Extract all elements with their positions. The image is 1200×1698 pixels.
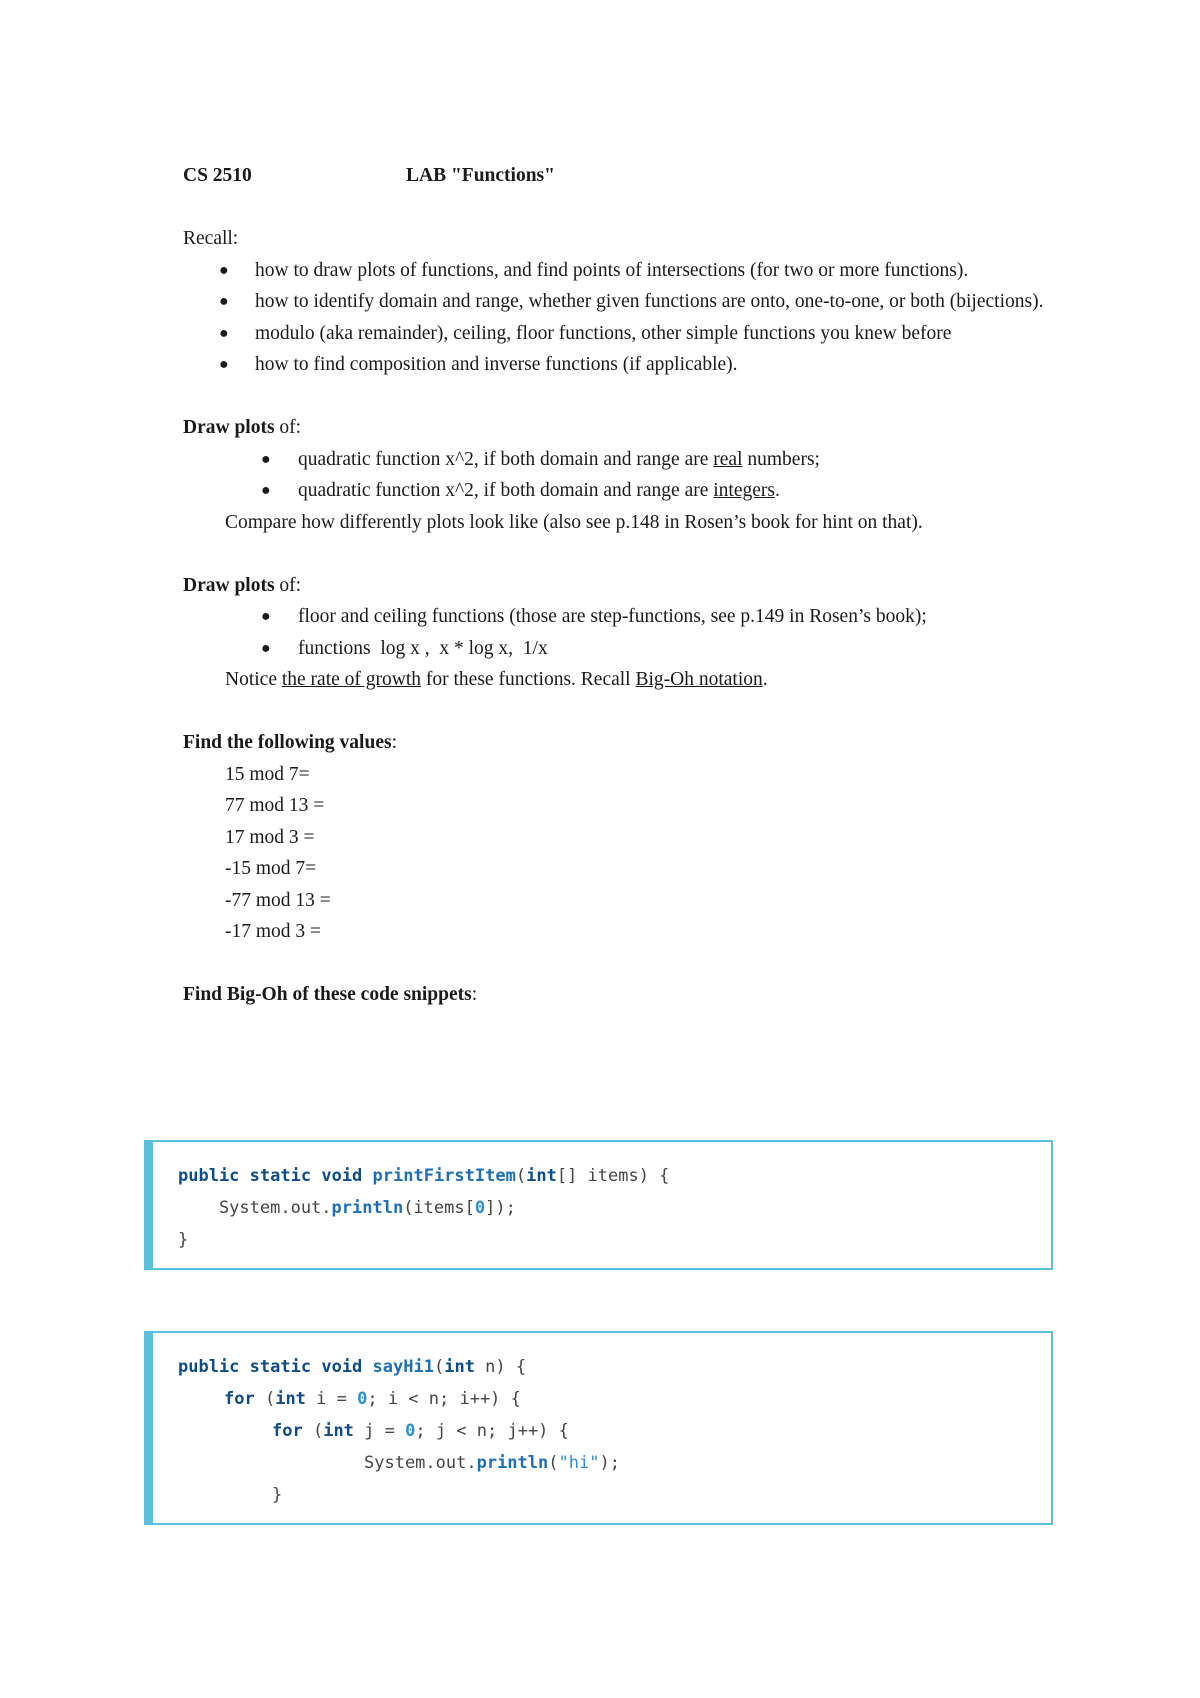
course-code: CS 2510 (183, 165, 252, 186)
code-line: for (int j = 0; j < n; j++) { (272, 1421, 569, 1441)
code-snippet-1 (144, 1140, 1053, 1270)
bullet-icon: ● (261, 608, 271, 625)
mod-expression: 17 mod 3 = (225, 826, 315, 848)
mod-expression: -15 mod 7= (225, 858, 317, 879)
code-line: System.out.println("hi"); (364, 1453, 620, 1473)
bullet-icon: ● (219, 261, 229, 279)
list-item: ● quadratic function x^2, if both domain and range are real numbers; (183, 444, 1063, 476)
code-line: System.out.println(items[0]); (178, 1198, 516, 1218)
code-line: public static void printFirstItem(int[] items) { (178, 1166, 670, 1186)
code-line: public static void sayHi1(int n) { (178, 1357, 527, 1377)
code-snippet-2 (144, 1331, 1053, 1525)
mod-expression: 77 mod 13 = (225, 795, 325, 816)
values-heading: Find the following values: (183, 732, 397, 753)
bullet-icon: ● (261, 450, 271, 468)
plots-list-2 (183, 601, 1063, 664)
plots-heading-2: Draw plots of: (183, 574, 302, 596)
document-page (183, 160, 1063, 1011)
code-line: for (int i = 0; i < n; i++) { (224, 1389, 521, 1409)
lab-title: LAB "Functions" (406, 165, 555, 186)
list-item: ● quadratic function x^2, if both domain and range are integers. (183, 475, 1063, 507)
bullet-icon: ● (219, 356, 229, 373)
mod-expression: -17 mod 3 = (225, 921, 322, 942)
list-item: ● how to find composition and inverse functions (if applicable). (183, 349, 1063, 381)
bigoh-heading: Find Big-Oh of these code snippets: (183, 984, 478, 1005)
bullet-icon: ● (261, 639, 271, 657)
plots-note-1: Compare how differently plots look like (also see p.148 in Rosen’s book for hint on that). (225, 511, 923, 533)
list-item: ● how to draw plots of functions, and find points of intersections (for two or more functions). (183, 255, 1063, 287)
plots-list-1 (183, 444, 1063, 507)
bullet-icon: ● (219, 324, 229, 342)
mod-expression: 15 mod 7= (225, 763, 310, 785)
document-header (183, 160, 1063, 192)
list-item: ● floor and ceiling functions (those are step-functions, see p.149 in Rosen’s book); (183, 601, 1063, 633)
code-line: } (178, 1230, 189, 1250)
code-line: } (272, 1485, 283, 1505)
recall-label: Recall: (183, 228, 239, 249)
list-item: ● functions log x , x * log x, 1/x (183, 633, 1063, 665)
bullet-icon: ● (261, 482, 271, 499)
plots-note-2: Notice the rate of growth for these functions. Recall Big-Oh notation. (225, 669, 768, 690)
bullet-icon: ● (219, 293, 229, 310)
list-item: ● how to identify domain and range, whether given functions are onto, one-to-one, or both (bijections). (183, 286, 1063, 318)
list-item: ● modulo (aka remainder), ceiling, floor functions, other simple functions you knew before (183, 318, 1063, 350)
recall-list (183, 255, 1063, 381)
mod-expression: -77 mod 13 = (225, 889, 331, 911)
plots-heading-1: Draw plots of: (183, 417, 302, 438)
